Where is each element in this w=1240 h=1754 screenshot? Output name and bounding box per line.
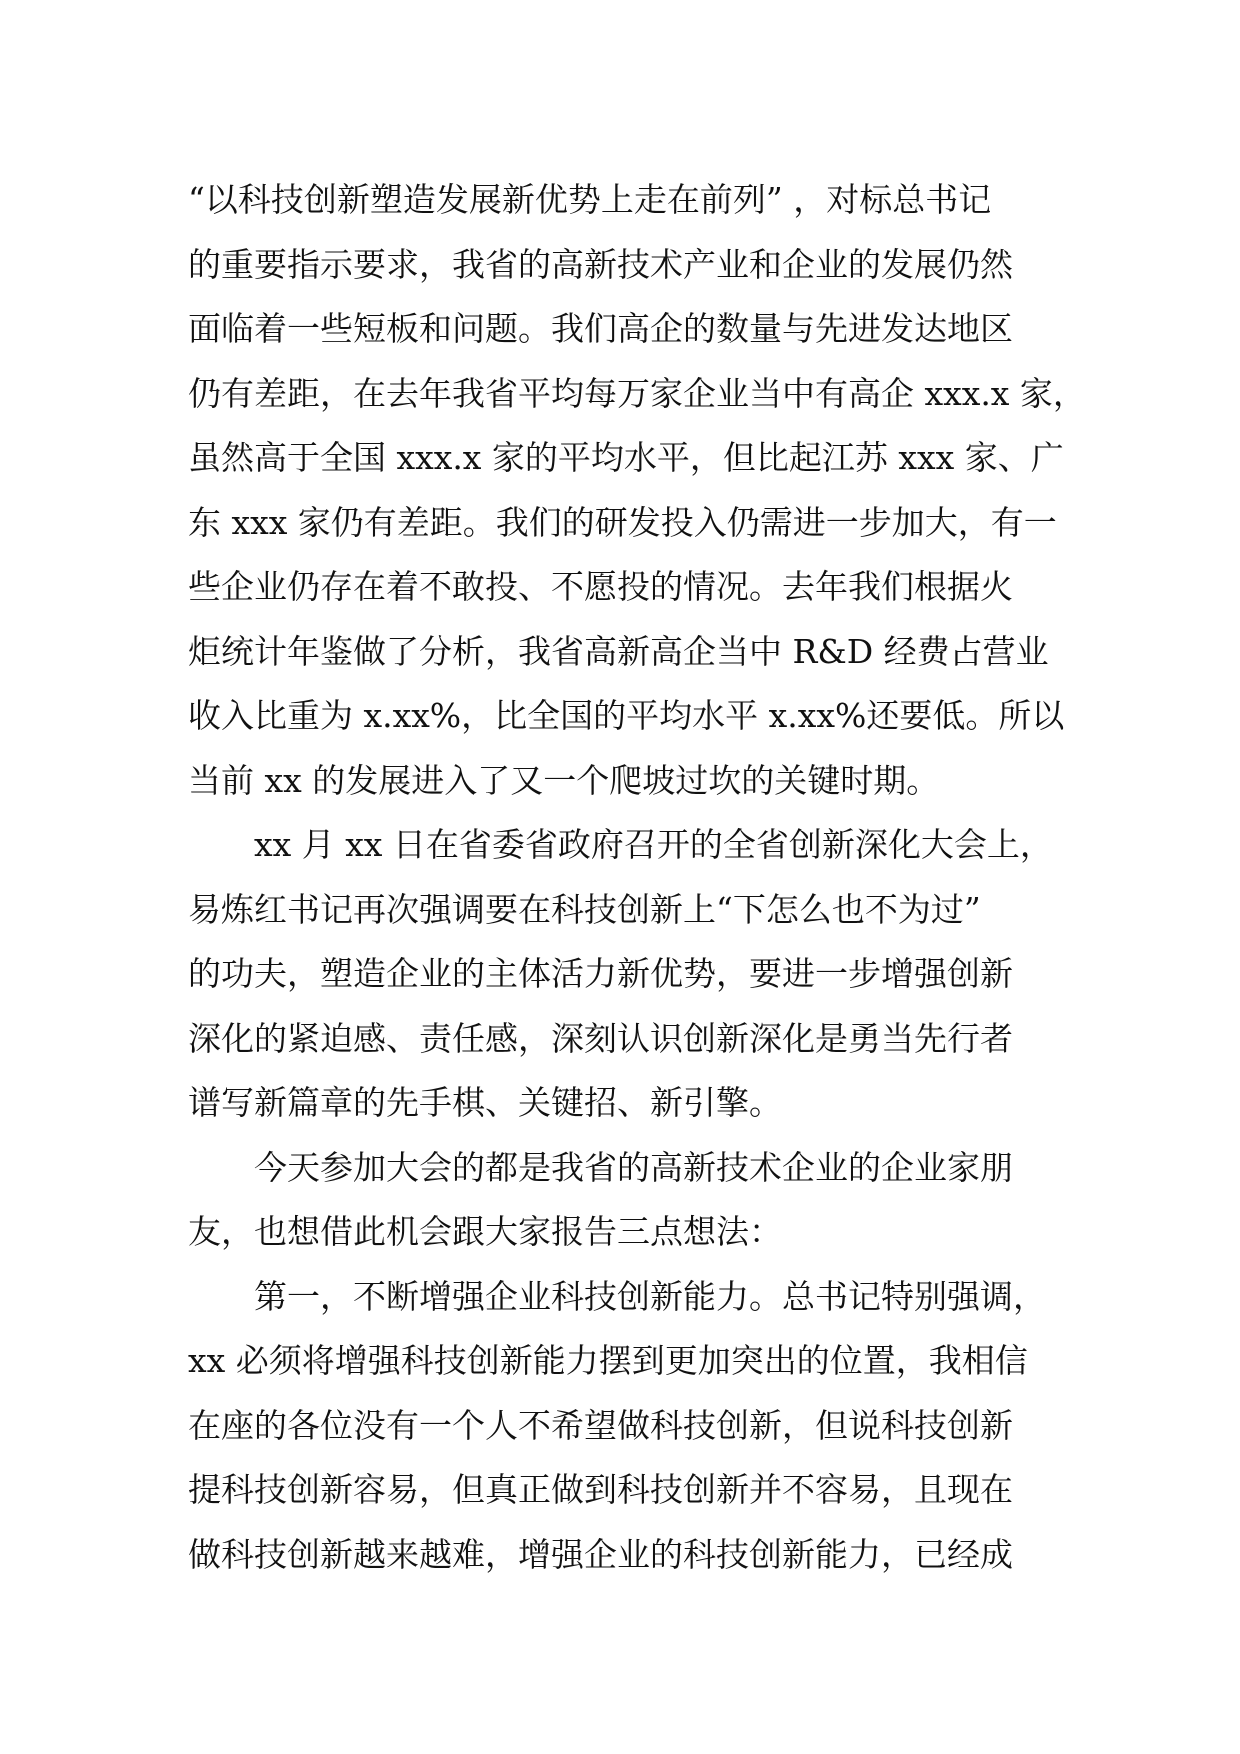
text-line: 的重要指示要求，我省的高新技术产业和企业的发展仍然: [188, 244, 1013, 284]
text-line: xx 必须将增强科技创新能力摆到更加突出的位置，我相信: [188, 1341, 1028, 1380]
text-line: 的功夫，塑造企业的主体活力新优势，要进一步增强创新: [188, 954, 1013, 993]
text-line: 提科技创新容易，但真正做到科技创新并不容易，且现在: [188, 1470, 1013, 1509]
text-line: 收入比重为 x.xx%，比全国的平均水平 x.xx%还要低。所以: [188, 696, 1065, 735]
text-line: 易炼红书记再次强调要在科技创新上“下怎么也不为过”: [188, 889, 981, 929]
text-line: “以科技创新塑造发展新优势上走在前列” ，对标总书记: [188, 180, 992, 219]
text-line: 面临着一些短板和问题。我们高企的数量与先进发达地区: [188, 309, 1013, 348]
text-line: 谱写新篇章的先手棋、关键招、新引擎。: [188, 1083, 782, 1122]
text-line: 当前 xx 的发展进入了又一个爬坡过坎的关键时期。: [188, 760, 940, 800]
text-line: xx 月 xx 日在省委省政府召开的全省创新深化大会上，: [254, 825, 1053, 864]
text-line: 虽然高于全国 xxx.x 家的平均水平，但比起江苏 xxx 家、广: [188, 438, 1064, 477]
text-line: 炬统计年鉴做了分析，我省高新高企当中 R&D 经费占营业: [188, 631, 1049, 671]
document-body: [188, 168, 1086, 1587]
paragraph-2: [188, 813, 1068, 1136]
text-line: 做科技创新越来越难，增强企业的科技创新能力，已经成: [188, 1534, 1013, 1574]
paragraph-3: [188, 1136, 1068, 1265]
text-line: 东 xxx 家仍有差距。我们的研发投入仍需进一步加大，有一: [188, 502, 1057, 542]
paragraph-4: [188, 1265, 1068, 1588]
text-line: 第一，不断增强企业科技创新能力。总书记特别强调，: [254, 1276, 1046, 1316]
text-line: 友，也想借此机会跟大家报告三点想法：: [188, 1212, 782, 1251]
text-line: 深化的紧迫感、责任感，深刻认识创新深化是勇当先行者: [188, 1018, 1013, 1058]
text-line: 今天参加大会的都是我省的高新技术企业的企业家朋: [254, 1147, 1013, 1187]
text-line: 在座的各位没有一个人不希望做科技创新，但说科技创新: [188, 1405, 1013, 1445]
text-line: 仍有差距，在去年我省平均每万家企业当中有高企 xxx.x 家，: [188, 373, 1086, 413]
text-line: 些企业仍存在着不敢投、不愿投的情况。去年我们根据火: [188, 567, 1013, 606]
paragraph-1: [188, 168, 1086, 813]
